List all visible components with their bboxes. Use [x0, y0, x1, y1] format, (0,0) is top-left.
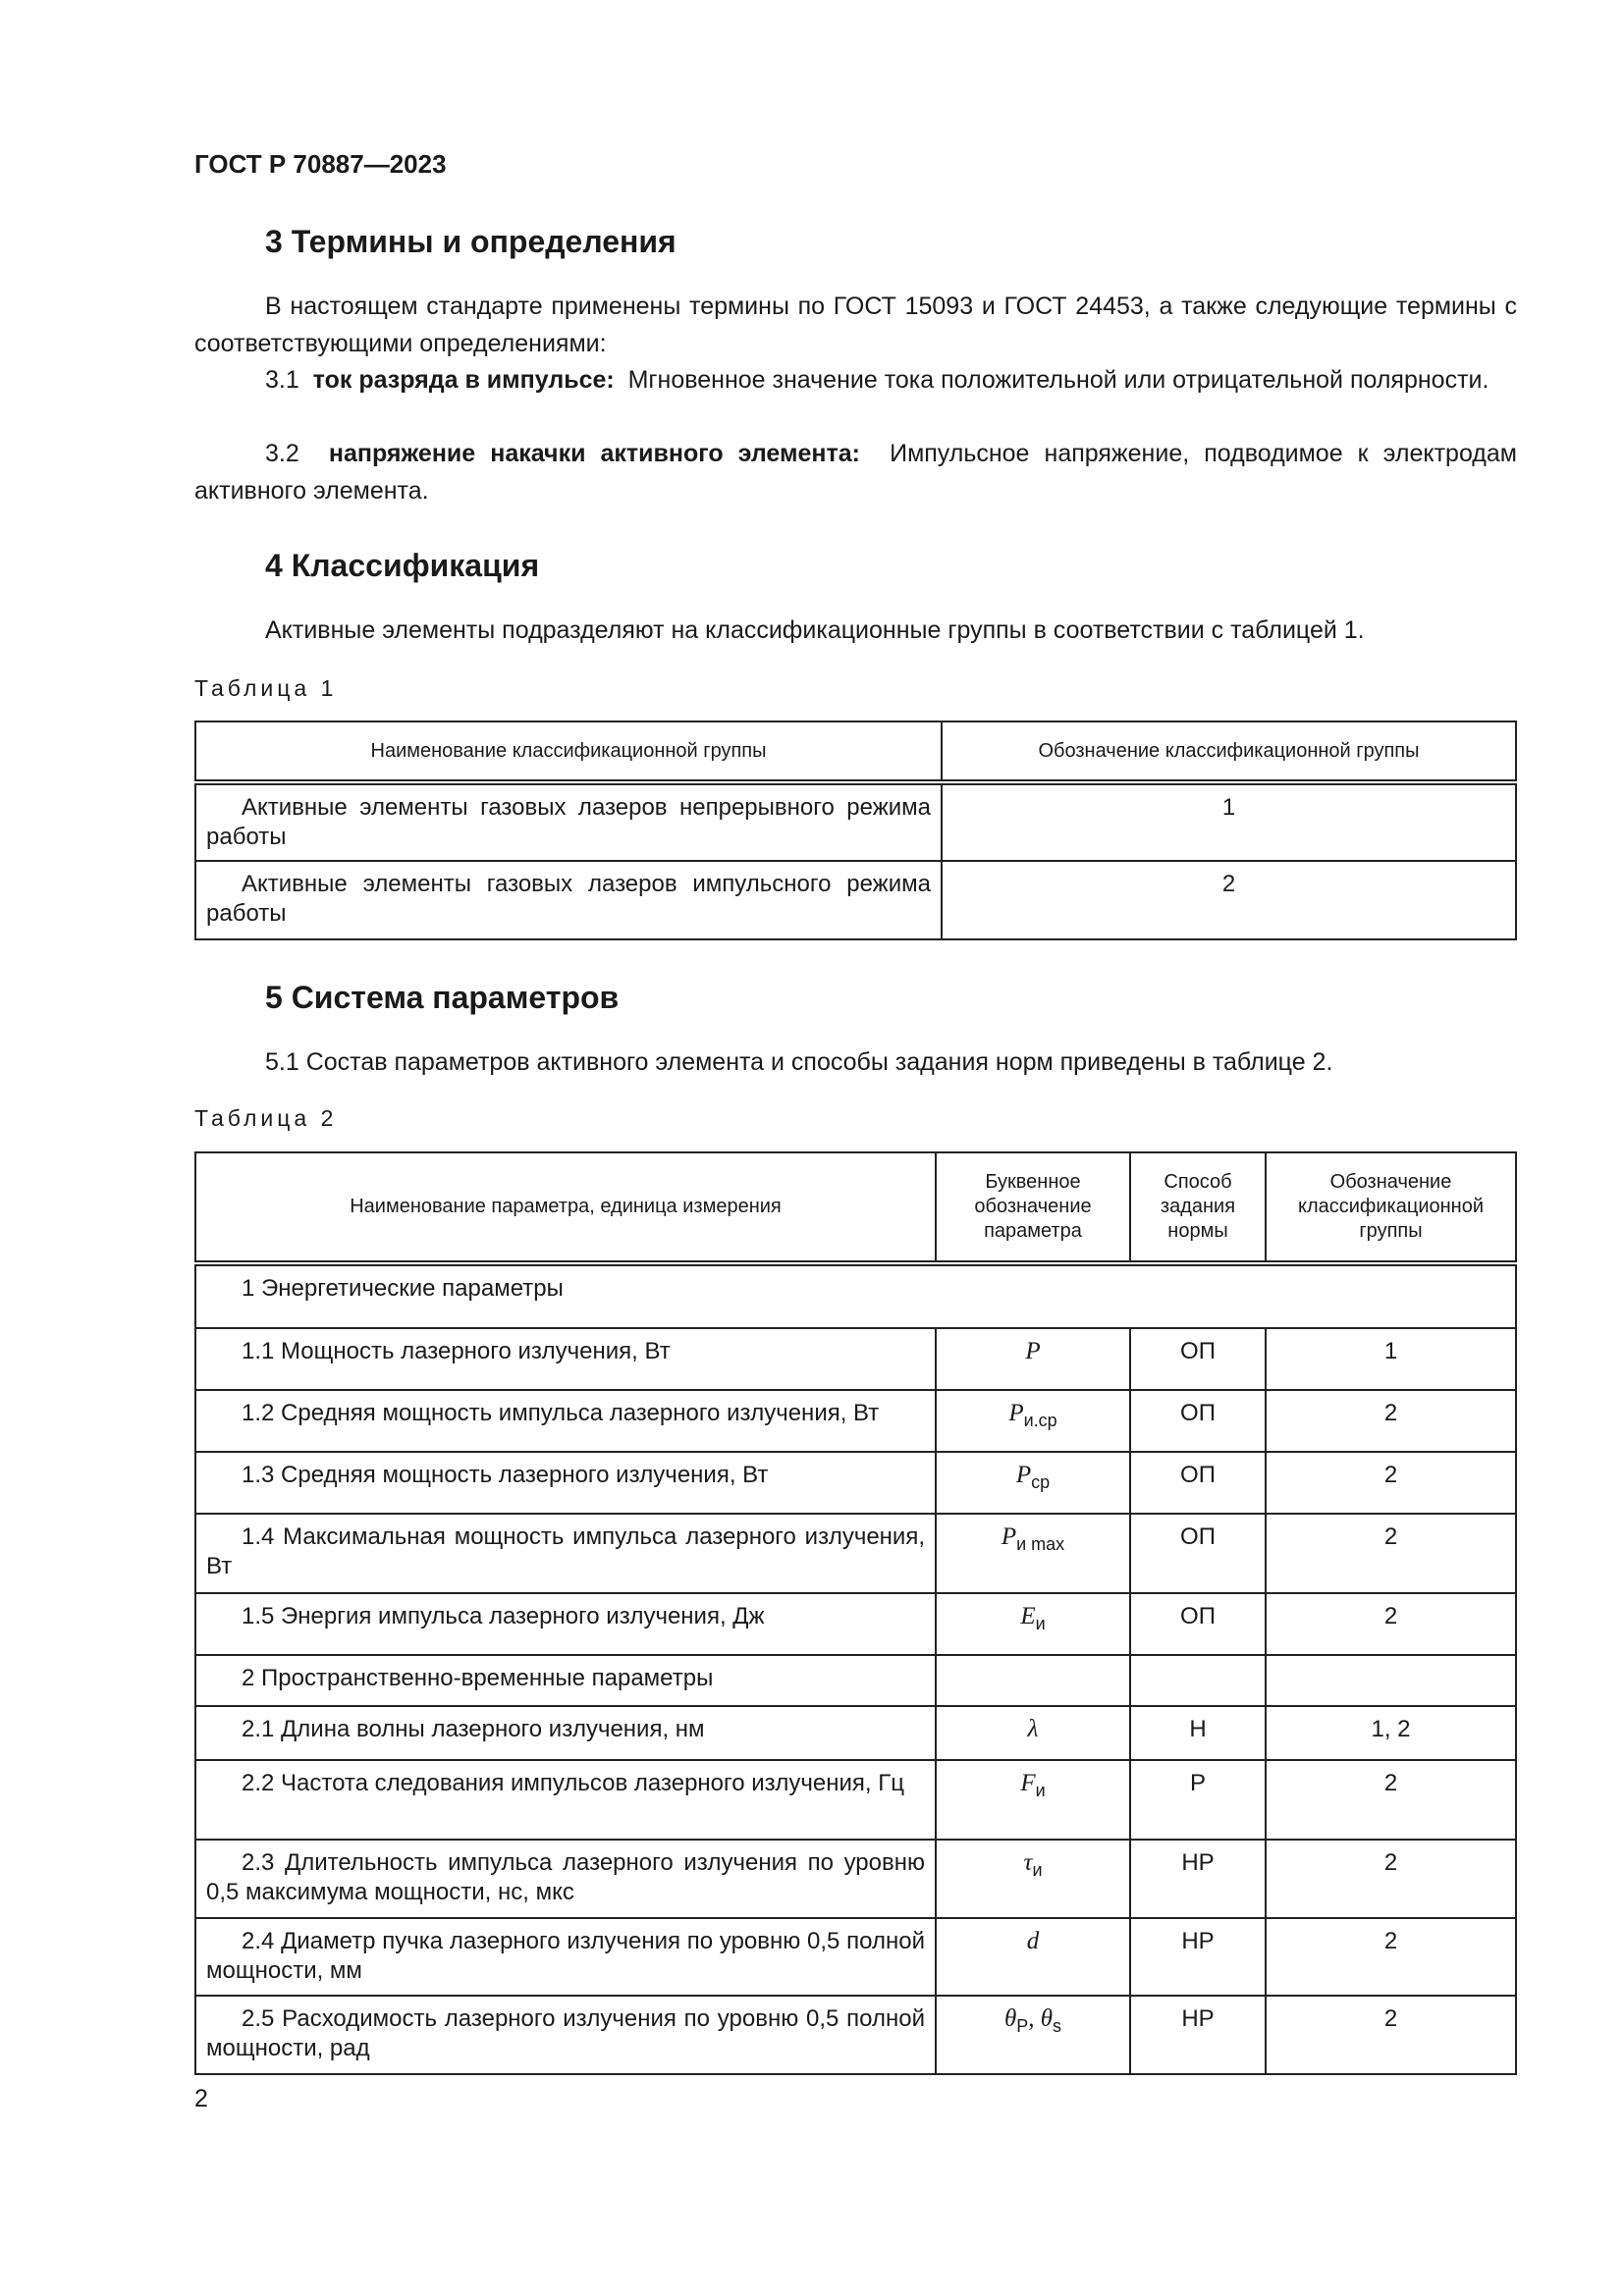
cell-group: 2 [1266, 1514, 1516, 1593]
cell-method: НР [1130, 1840, 1266, 1918]
cell-group: 1 [1266, 1328, 1516, 1390]
cell-name: 2.2 Частота следования импульсов лазерного излучения, Гц [195, 1760, 936, 1840]
table-1-header: Наименование классификационной группы [195, 721, 942, 782]
symbol: θ [1003, 2005, 1017, 2032]
table-row [195, 1593, 1516, 1655]
table-2-header: Наименование параметра, единица измерения [195, 1152, 936, 1263]
group-title: 2 Пространственно-временные параметры [195, 1655, 936, 1706]
cell-group: 1, 2 [1266, 1706, 1516, 1760]
cell-symbol [936, 1593, 1130, 1655]
cell-group: 2 [1266, 1390, 1516, 1452]
symbol-subscript: ср [1031, 1472, 1051, 1492]
table-2 [194, 1151, 1517, 2075]
cell-group: 2 [1266, 1452, 1516, 1514]
cell-symbol [936, 1706, 1130, 1760]
symbol: F [1020, 1770, 1036, 1796]
symbol: E [1020, 1603, 1036, 1629]
cell-symbol [936, 1452, 1130, 1514]
table-2-header: Буквенное обозначение параметра [936, 1152, 1130, 1263]
table-row [195, 1390, 1516, 1452]
cell-name: 1.1 Мощность лазерного излучения, Вт [195, 1328, 936, 1390]
section-4-text: Активные элементы подразделяют на классификационные группы в соответствии с таблицей 1. [265, 616, 1365, 644]
section-5-text: 5.1 Состав параметров активного элемента и способы задания норм приведены в таблице 2. [265, 1048, 1333, 1076]
symbol-subscript: и [1035, 1781, 1046, 1800]
table-2-caption: Таблица 2 [194, 1105, 338, 1131]
empty-cell [936, 1655, 1130, 1706]
term-3-1 [194, 362, 1517, 400]
symbol: P [1015, 1462, 1032, 1488]
table-2-header: Способ задания нормы [1130, 1152, 1266, 1263]
symbol: P [1001, 1523, 1017, 1550]
table-row [195, 1760, 1516, 1840]
empty-cell [1266, 1655, 1516, 1706]
cell-name: 2.1 Длина волны лазерного излучения, нм [195, 1706, 936, 1760]
table-row [195, 861, 1516, 939]
table-row [195, 1328, 1516, 1390]
cell-name: Активные элементы газовых лазеров импульсного режима работы [195, 861, 942, 939]
cell-name: 2.4 Диаметр пучка лазерного излучения по уровню 0,5 полной мощности, мм [195, 1918, 936, 1996]
cell-method: НР [1130, 1996, 1266, 2074]
cell-name: 2.3 Длительность импульса лазерного излучения по уровню 0,5 максимума мощности, нс, мкс [195, 1840, 936, 1918]
symbol-subscript: s [1053, 2016, 1062, 2036]
cell-name: 1.4 Максимальная мощность импульса лазерного излучения, Вт [195, 1514, 936, 1593]
cell-method: ОП [1130, 1593, 1266, 1655]
table-row [195, 1452, 1516, 1514]
symbol-subscript: P [1016, 2016, 1029, 2036]
cell-symbol [936, 1840, 1130, 1918]
symbol: P [1025, 1338, 1041, 1364]
symbol: θ [1040, 2005, 1054, 2032]
cell-method: ОП [1130, 1390, 1266, 1452]
cell-symbol [936, 1918, 1130, 1996]
term-number: 3.1 [265, 366, 299, 394]
cell-name: 1.3 Средняя мощность лазерного излучения, Вт [195, 1452, 936, 1514]
symbol: λ [1027, 1716, 1039, 1742]
section-3-title: 3 Термины и определения [265, 224, 677, 259]
cell-group: 2 [1266, 1918, 1516, 1996]
cell-symbol [936, 1390, 1130, 1452]
cell-symbol [936, 1328, 1130, 1390]
cell-name: 1.2 Средняя мощность импульса лазерного излучения, Вт [195, 1390, 936, 1452]
term-definition: Мгновенное значение тока положительной или отрицательной полярности. [627, 366, 1489, 394]
table-2-header: Обозначение классификационной группы [1266, 1152, 1516, 1263]
table-1 [194, 721, 1517, 940]
symbol-subscript: и.ср [1023, 1411, 1057, 1430]
term-number: 3.2 [265, 440, 299, 467]
table-1-caption: Таблица 1 [194, 675, 338, 701]
cell-symbol: $\theta_P$, $\theta_s$ [936, 1996, 1130, 2074]
table-row [195, 1840, 1516, 1918]
cell-group: 2 [1266, 1840, 1516, 1918]
cell-group: 2 [1266, 1760, 1516, 1840]
cell-method: ОП [1130, 1328, 1266, 1390]
term-name: напряжение накачки активного элемента: [328, 440, 860, 467]
table-row [195, 1996, 1516, 2074]
table-row [195, 1706, 1516, 1760]
group-row [195, 1655, 1516, 1706]
term-3-2 [194, 436, 1517, 509]
cell-group: 2 [942, 861, 1516, 939]
cell-name: Активные элементы газовых лазеров непрерывного режима работы [195, 782, 942, 861]
cell-symbol [936, 1514, 1130, 1593]
table-1-header: Обозначение классификационной группы [942, 721, 1516, 782]
cell-symbol [936, 1760, 1130, 1840]
cell-group: 1 [942, 782, 1516, 861]
symbol: P [1008, 1400, 1024, 1426]
symbol: τ [1023, 1849, 1033, 1876]
table-row [195, 1918, 1516, 1996]
cell-group: 2 [1266, 1996, 1516, 2074]
cell-method: НР [1130, 1918, 1266, 1996]
table-row [195, 1514, 1516, 1593]
page-number: 2 [194, 2085, 208, 2112]
empty-cell [1130, 1655, 1266, 1706]
cell-name: 2.5 Расходимость лазерного излучения по уровню 0,5 полной мощности, рад [195, 1996, 936, 2074]
cell-method: Н [1130, 1706, 1266, 1760]
document-header: ГОСТ Р 70887—2023 [194, 149, 447, 179]
cell-method: ОП [1130, 1514, 1266, 1593]
cell-name: 1.5 Энергия импульса лазерного излучения, Дж [195, 1593, 936, 1655]
symbol: d [1026, 1928, 1040, 1954]
symbol-subscript: и max [1016, 1534, 1065, 1554]
symbol-subscript: и [1035, 1614, 1046, 1633]
section-4-title: 4 Классификация [265, 548, 540, 583]
cell-group: 2 [1266, 1593, 1516, 1655]
section-3-intro: В настоящем стандарте применены термины по ГОСТ 15093 и ГОСТ 24453, а также следующие термины с соответствующими определениями: [194, 293, 1517, 357]
group-row [195, 1263, 1516, 1328]
group-title: 1 Энергетические параметры [195, 1263, 1516, 1328]
term-definition: Импульсное напряжение, подводимое к электродам активного элемента. [194, 440, 1517, 505]
cell-method: ОП [1130, 1452, 1266, 1514]
table-row [195, 782, 1516, 861]
term-name: ток разряда в импульсе: [312, 366, 615, 394]
section-5-title: 5 Система параметров [265, 980, 620, 1015]
symbol-subscript: и [1032, 1860, 1043, 1880]
cell-method: Р [1130, 1760, 1266, 1840]
